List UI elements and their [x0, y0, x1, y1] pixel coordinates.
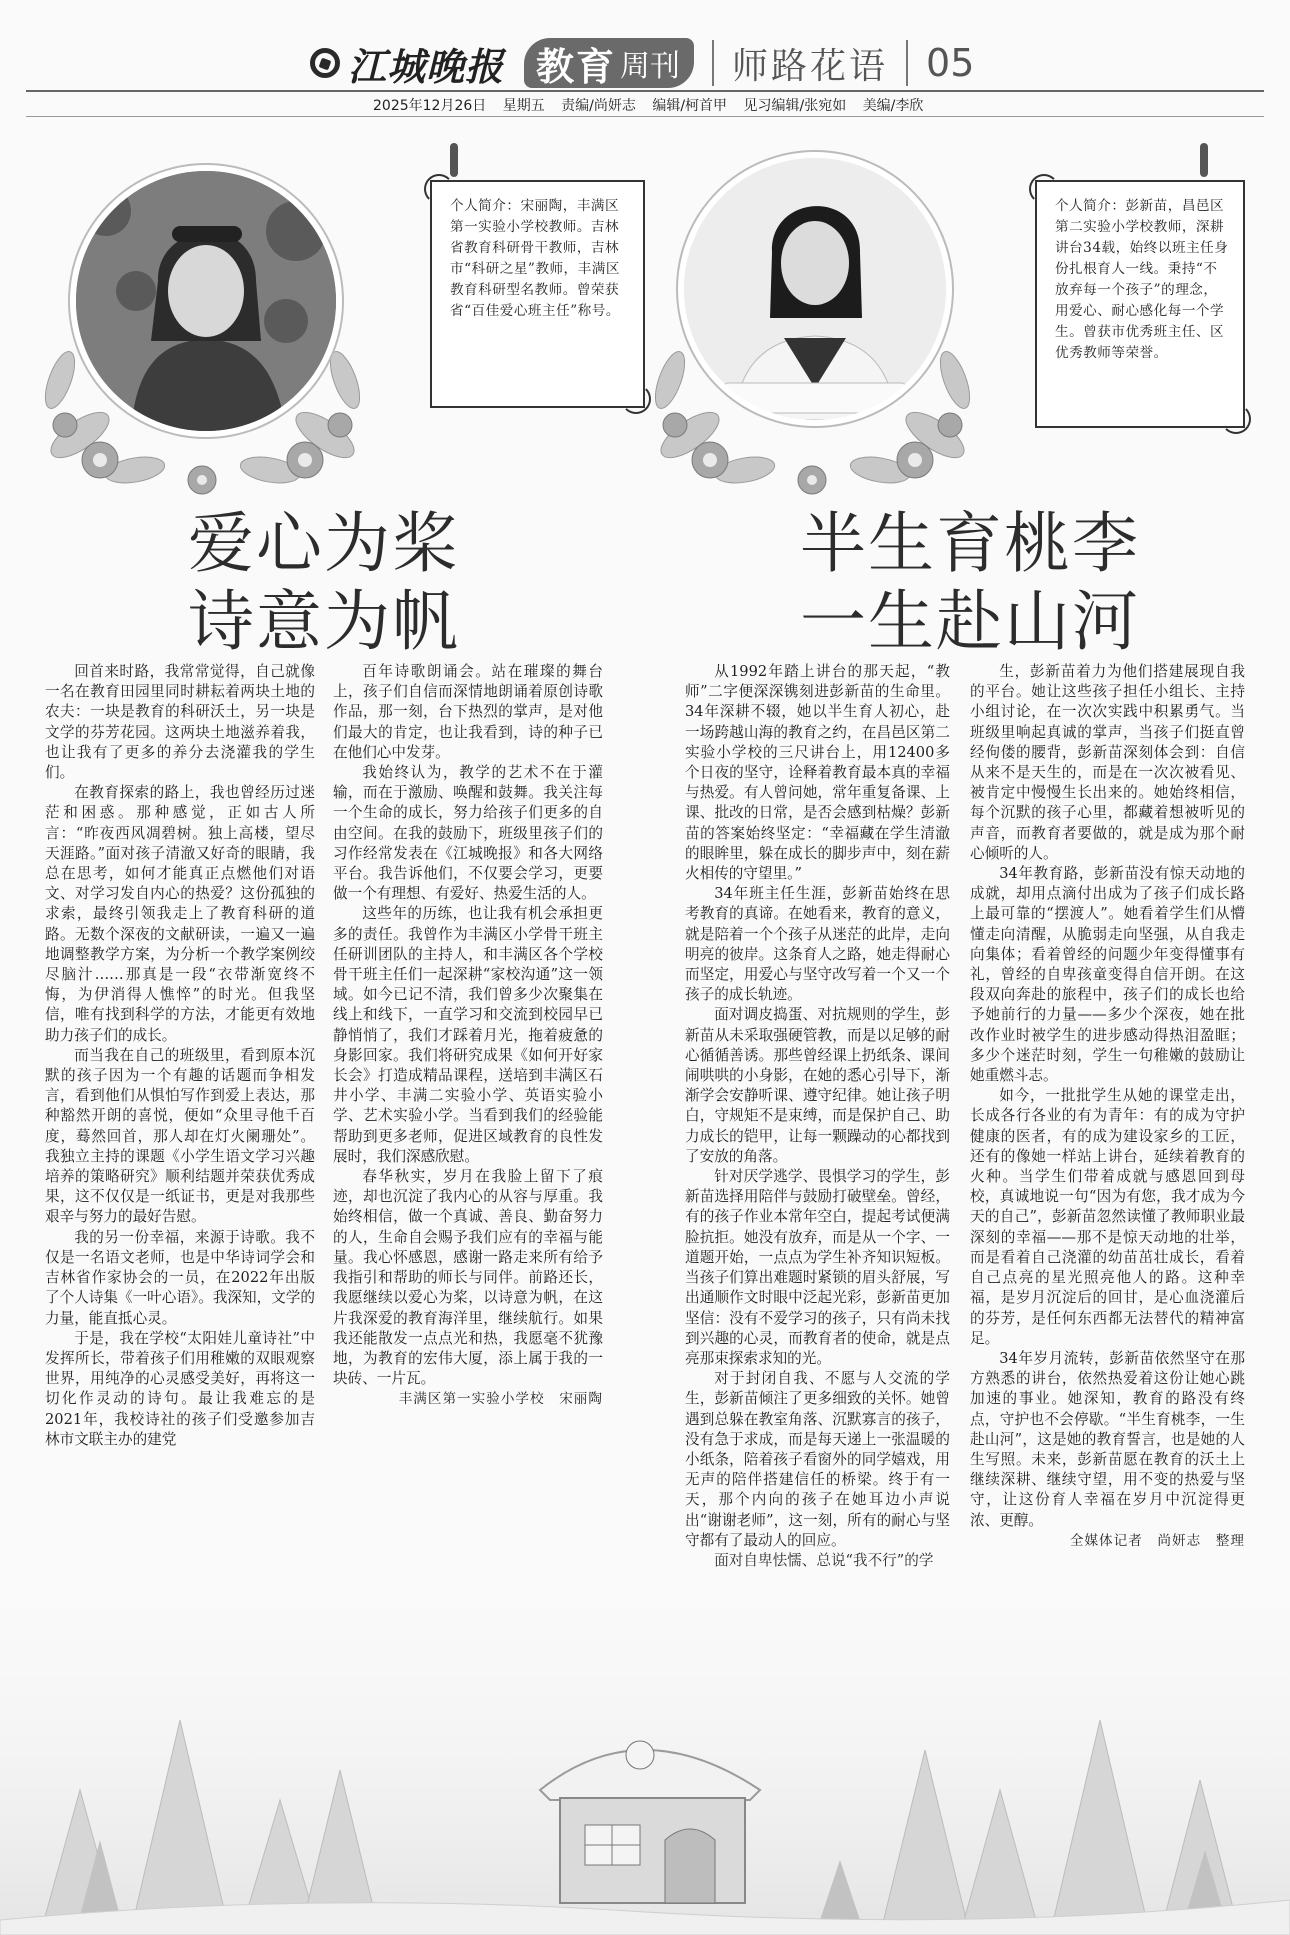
article-left-column-2 [333, 662, 603, 1410]
paragraph: 从1992年踏上讲台的那天起，“教师”二字便深深镌刻进彭新苗的生命里。34年深耕不辍，她以半生育人初心，赴一场跨越山海的教育之约，在昌邑区第二实验小学校的三尺讲台上，用12400多个日夜的坚守，诠释着教育最本真的幸福与热爱。有人曾问她，常年重复备课、上课、批改的日常，是否会感到枯燥？彭新苗的答案始终坚定：“幸福藏在学生清澈的眼眸里，躲在成长的脚步声中，刻在薪火相传的守望里。” [685, 663, 950, 883]
weekly-suffix: 周刊 [620, 49, 681, 84]
paragraph: 这些年的历练，也让我有机会承担更多的责任。我曾作为丰满区小学骨干班主任研训团队的主持人，和丰满区各个学校骨干班主任们一起深耕“家校沟通”这一领域。如今已记不清，我们曾多少次聚集在线上和线下，一直学习和交流到校园早已静悄悄了，我们才踩着月光，拖着疲惫的身影回家。我们将研究成果《如何开好家长会》打造成精品课程，送培到丰满区石井小学、丰满二实验小学、英语实验小学、艺术实验小学。当看到我们的经验能帮助到更多老师，促进区域教育的良性发展时，我们深感欣慰。 [333, 905, 603, 1165]
paragraph: 对于封闭自我、不愿与人交流的学生，彭新苗倾注了更多细致的关怀。她曾遇到总躲在教室角落、沉默寡言的孩子，没有急于求成，而是每天递上一张温暖的小纸条，陪着孩子看窗外的同学嬉戏，用无声的陪伴搭建信任的桥梁。终于有一天，那个内向的孩子在她耳边小声说出“谢谢老师”，这一刻，所有的耐心与坚 [685, 1370, 950, 1529]
paragraph: 34年班主任生涯，彭新苗始终在思考教育的真谛。在她看来，教育的意义，就是陪着一个个孩子从迷茫的此岸，走向明亮的彼岸。这条育人之路，她走得耐心而坚定，用爱心与坚守改写着一个又一个孩子的成长轨迹。 [685, 885, 950, 1004]
paragraph: 在教育探索的路上，我也曾经历过迷茫和困惑。那种感觉，正如古人所言：“昨夜西风凋碧树。独上高楼，望尽天涯路。”面对孩子清澈又好奇的眼睛，我总在思考，如何才能真正点燃他们对语文、对学习发自内心的热爱？这份孤独的求索，最终引领我走上了教育科研的道路。无数个深夜的文献研读，一遍又一遍地调整教学方案，为分析一个教学案例绞尽脑汁……那真是一段“衣带渐宽终不悔，为伊消得人憔悴”的时光。但我坚信，唯有找到科学的方法，才能更有效地助力孩子们的成长。 [45, 784, 315, 1044]
masthead-divider [712, 40, 714, 86]
paragraph: 34年教育路，彭新苗没有惊天动地的成就，却用点滴付出成为了孩子们成长路上最可靠的“摆渡人”。她看着学生们从懵懂走向清醒，从脆弱走向坚强，从自我走向集体；看着曾经的问题少年变得懂事有礼，曾经的自卑孩童变得自信开朗。在这段双向奔赴的旅程中，孩子们的成长也给予她前行的力量——多少个深夜，她在批改作业时被学生的进步感动得热泪盈眶；多少个迷茫时刻，学生一句稚嫩的鼓励让她重燃斗志。 [970, 865, 1245, 1085]
weekly-name: 教育 [536, 43, 617, 89]
paragraph: 生，彭新苗着力为他们搭建展现自我的平台。她让这些孩子担任小组长、主持小组讨论，在一次次实践中积累勇气。当班级里响起真诚的掌声，当孩子们挺直曾经佝偻的腰背，彭新苗深刻体会到：自信从来不是天生的，而是在一次次被看见、被肯定中慢慢生长出来的。她始终相信，每个沉默的孩子心里，都藏着想被听见的声音，而教育者要做的，就是成为那个耐心倾听的人。 [970, 663, 1245, 862]
paragraph: 而当我在自己的班级里，看到原本沉默的孩子因为一个有趣的话题而争相发言，看到他们从惧怕写作到爱上表达，那种豁然开朗的喜悦，便如“众里寻他千百度，蓦然回首，那人却在灯火阑珊处”。我独立主持的课题《小学生语文学习兴趣培养的策略研究》顺利结题并荣获优秀成果，这不仅仅是一纸证书，更是对我那些艰辛与努力的最好告慰。 [45, 1046, 315, 1226]
newspaper-logo-icon [310, 48, 340, 78]
issue-weekday: 星期五 [502, 98, 545, 114]
snowy-house-icon [0, 1540, 1290, 1935]
article-right-column-1 [685, 662, 950, 1571]
page-number: 05 [926, 41, 975, 85]
paragraph: 如今，一批批学生从她的课堂走出，长成各行各业的有为青年：有的成为守护健康的医者，有的成为建设家乡的工匠，还有的像她一样站上讲台，延续着教育的火种。当学生们带着成就与感恩回到母校，真诚地说一句“因为有您，我才成为今天的自己”，彭新苗忽然读懂了教师职业最深刻的幸福——那不是惊天动地的壮举，而是看着自己浇灌的幼苗茁壮成长，看着自己点亮的星光照亮他人的路。这种幸福，是岁月沉淀后的回甘，是心血浇灌后的芬芳，是任何东西都无法替代的精神富足。 [970, 1087, 1245, 1347]
paragraph: 于是，我在学校“太阳娃儿童诗社”中发挥所长，带着孩子们用稚嫩的双眼观察世界，用纯净的心灵感受美好，再将这一切化作灵动的诗句。最让我难忘的是2021年，我校诗社的孩子们受邀参加吉林市文联主办的建党 [45, 1329, 315, 1448]
editor-credit: 责编/尚妍志 [561, 98, 636, 114]
headline-left-line1: 爱心为桨 [188, 505, 460, 582]
dateline [373, 95, 935, 115]
copy-editor-credit: 编辑/柯首甲 [652, 98, 728, 114]
teacher-portrait-left [70, 165, 342, 437]
paragraph: 我的另一份幸福，来源于诗歌。我不仅是一名语文老师，也是中华诗词学会和吉林省作家协会的一员，在2022年出版了个人诗集《一叶心语》。我深知，文学的力量，能直抵心灵。 [45, 1228, 315, 1327]
headline-right-line2: 一生赴山河 [800, 582, 1140, 660]
bio-text-left: 个人简介：宋丽陶，丰满区第一实验小学校教师。吉林省教育科研骨干教师，吉林市“科研之星”教师，丰满区教育科研型名教师。曾荣获省“百佳爱心班主任”称号。 [450, 198, 620, 320]
paragraph: 我始终认为，教学的艺术不在于灌输，而在于激励、唤醒和鼓舞。我关注每一个生命的成长，努力给孩子们更多的自由空间。在我的鼓励下，班级里孩子们的习作经常发表在《江城晚报》和各大网络平台。我告诉他们，不仅要会学习，更要做一个有理想、有爱好、热爱生活的人。 [333, 764, 603, 903]
masthead [310, 28, 974, 98]
paragraph: 针对厌学逃学、畏惧学习的学生，彭新苗选择用陪伴与鼓励打破壁垒。曾经，有的孩子作业本常年空白，提起考试便满脸抗拒。她没有放弃，而是从一个字、一道题开始，一点点为学生补齐知识短板。当孩子们算出难题时紧锁的眉头舒展，写出通顺作文时眼中泛起光彩，彭新苗更加坚信：没有不爱学习的孩子，只有尚未找到兴趣的心灵，而教育者的使命，就是点亮那束探索求知的光。 [685, 1168, 950, 1367]
section-title: 师路花语 [732, 45, 889, 87]
article-left-column-1 [45, 662, 315, 1450]
teacher-portrait-right [678, 152, 952, 426]
bio-card-left [430, 180, 645, 408]
issue-date: 2025年12月26日 [373, 98, 487, 114]
intern-editor-credit: 见习编辑/张宛如 [743, 98, 847, 114]
paper-name: 江城晚报 [348, 43, 505, 89]
masthead-divider [906, 40, 908, 86]
headline-right [800, 505, 1140, 661]
paragraph: 春华秋实，岁月在我脸上留下了痕迹，却也沉淀了我内心的从容与厚重。我始终相信，做一个真诚、善良、勤奋努力的人，生命自会赐予我们应有的幸福与能量。我心怀感恩，感谢一路走来所有给予我指引和帮助的师长与同伴。前路还长，我愿继续以爱心为桨，以诗意为帆，在这片我深爱的教育海洋里，继续航行。如果我还能散发一点点光和热，我愿毫不犹豫地，为教育的宏伟大厦，添上属于我的一块砖、一片瓦。 [333, 1168, 603, 1388]
designer-credit: 美编/李欣 [862, 98, 924, 114]
headline-right-line1: 半生育桃李 [800, 505, 1140, 582]
bio-card-right [1035, 180, 1245, 428]
article-right-column-2 [970, 662, 1245, 1551]
weekly-badge [524, 38, 694, 88]
header-rule-thin [26, 116, 1264, 117]
byline-left: 丰满区第一实验小学校 宋丽陶 [398, 1391, 603, 1408]
bio-text-right: 个人简介：彭新苗，昌邑区第二实验小学校教师，深耕讲台34载，始终以班主任身份扎根育人一线。秉持“不放弃每一个孩子”的理念，用爱心、耐心感化每一个学生。曾获市优秀班主任、区优秀教师等荣誉。 [1055, 198, 1229, 362]
paper-clip-icon [450, 143, 458, 177]
paragraph: 回首来时路，我常常觉得，自己就像一名在教育田园里同时耕耘着两块土地的农夫：一块是教育的科研沃土，另一块是文学的芬芳花园。这两块土地滋养着我，也让我有了更多的养分去浇灌我的学生们。 [45, 663, 315, 782]
header-rule [26, 90, 1264, 92]
paper-clip-icon [1200, 143, 1208, 177]
paragraph: 面对调皮捣蛋、对抗规则的学生，彭新苗从未采取强硬管教，而是以足够的耐心循循善诱。那些曾经课上扔纸条、课间闹哄哄的小身影，在她的悉心引导下，渐渐学会安静听课、遵守纪律。她让孩子明白，守规矩不是束缚，而是保护自己、助力成长的铠甲，让每一颗躁动的心都找到了安放的角落。 [685, 1006, 950, 1165]
headline-left [188, 505, 460, 661]
paragraph: 34年岁月流转，彭新苗依然坚守在那方熟悉的讲台，依然热爱着这份让她心跳加速的事业。她深知，教育的路没有终点，守护也不会停歇。“半生育桃李，一生赴山河”，这是她的教育誓言，也是她的人生写照。未来，彭新苗愿在教育的沃土上继续深耕、继续守望，用不变的热爱与坚守，让这份育人幸福在岁月中沉淀得更浓、更醇。 [970, 1349, 1245, 1529]
headline-left-line2: 诗意为帆 [188, 582, 460, 660]
paragraph: 百年诗歌朗诵会。站在璀璨的舞台上，孩子们自信而深情地朗诵着原创诗歌作品，那一刻，台下热烈的掌声，是对他们最大的肯定，也让我看到，诗的种子已在他们心中发芽。 [333, 663, 603, 761]
